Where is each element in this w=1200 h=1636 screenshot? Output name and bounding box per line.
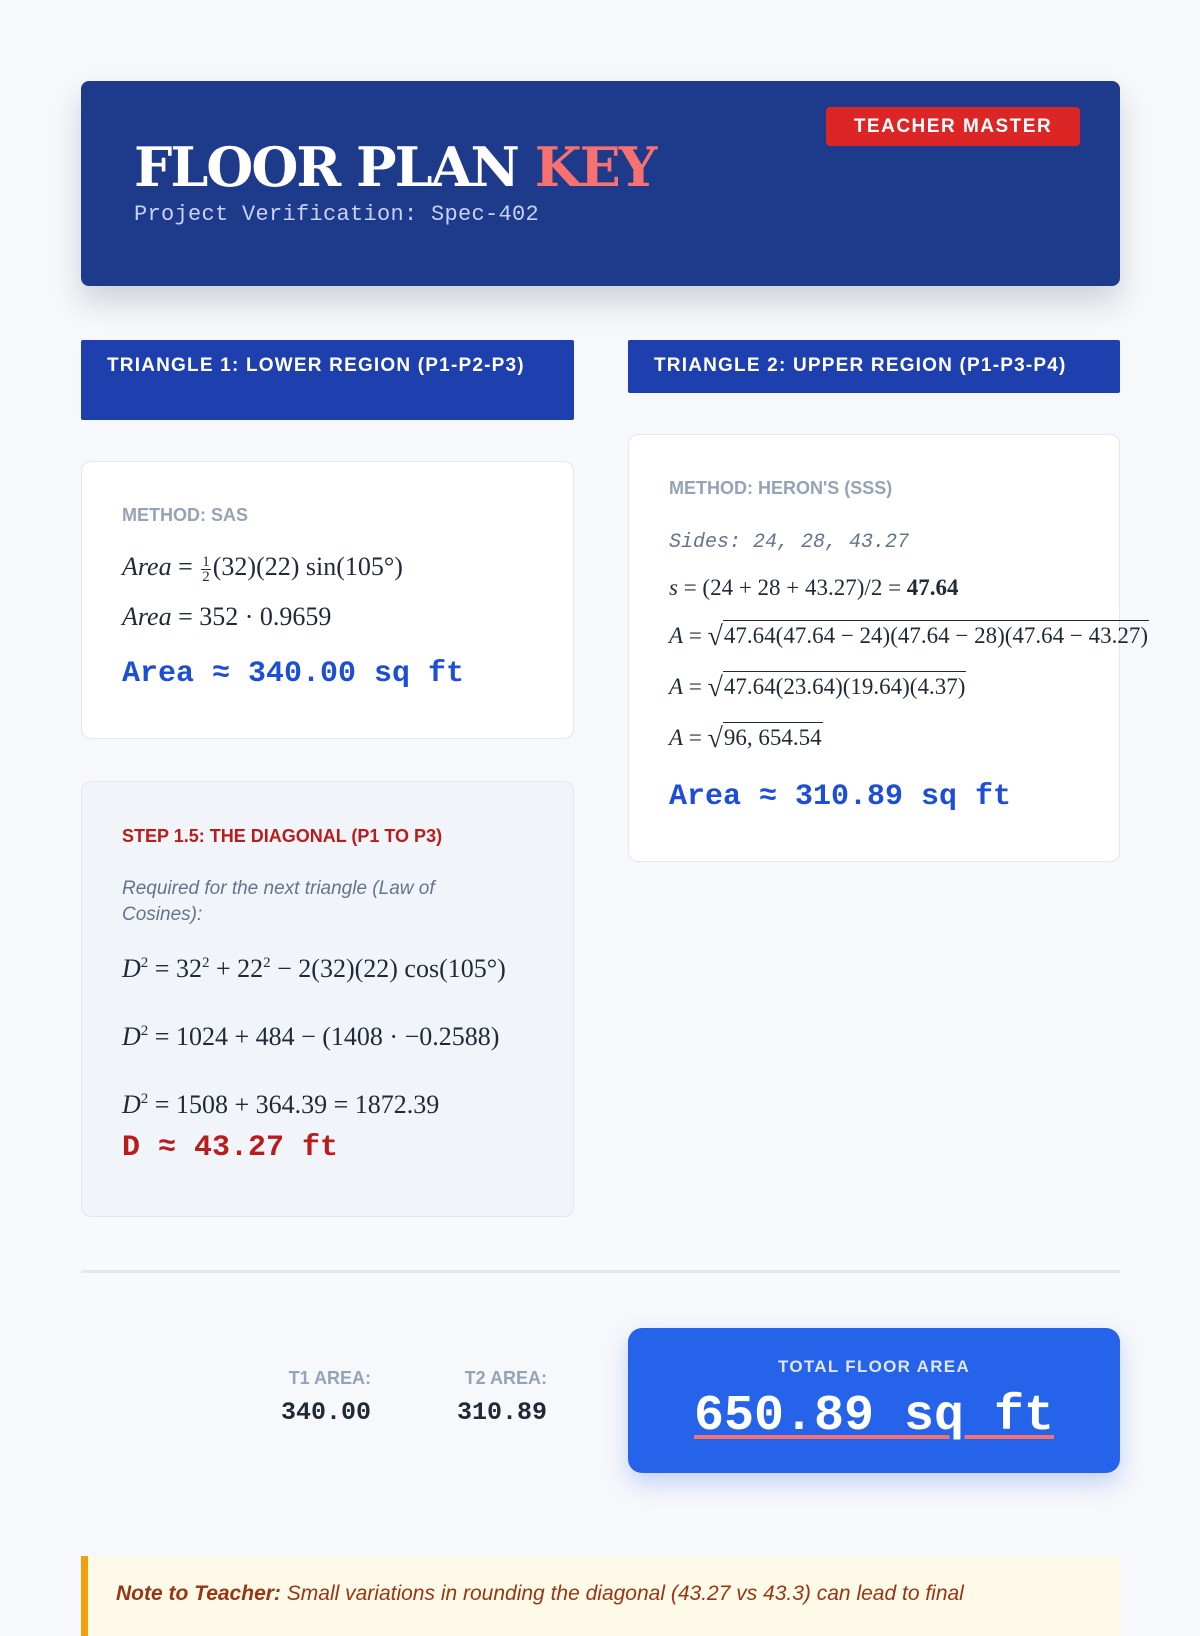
triangle1-formula-2: Area = 352 · 0.9659 [122, 602, 332, 631]
heron-formula-2: A = √47.64(23.64)(19.64)(4.37) [669, 672, 966, 703]
project-subtitle: Project Verification: Spec-402 [134, 202, 540, 227]
heron-semiperimeter: s = (24 + 28 + 43.27)/2 = 47.64 [669, 575, 959, 600]
teacher-master-badge: TEACHER MASTER [826, 107, 1080, 146]
triangle1-formula-1: Area = $\frac{1}{2}$ (32)(22) sin(105°) [122, 552, 403, 585]
triangle1-method: METHOD: SAS [122, 505, 248, 525]
total-area-label: TOTAL FLOOR AREA [777, 1357, 971, 1376]
diagonal-formula-3: $D^2 = 1508 + 364.39 = 1872.39$ [122, 1090, 440, 1119]
triangle2-card [628, 434, 1149, 862]
teacher-note-body: Small variations in rounding the diagonal (43.27 vs 43.3) can lead to final [286, 1582, 964, 1605]
triangle2-result: Area ≈ 310.89 sq ft [669, 780, 1012, 814]
page-title [134, 137, 655, 197]
teacher-note [81, 1556, 1120, 1636]
t1-area-value: 340.00 [280, 1398, 371, 1427]
header-banner [81, 81, 1120, 286]
teacher-note-label: Note to Teacher: [116, 1582, 281, 1605]
section-divider [81, 1270, 1120, 1273]
diagonal-formula-2: $D^2 = 1024 + 484 - (1408 \cdot -0.2588)$ [122, 1022, 500, 1051]
heron-formula-1: A = √47.64(47.64 − 24)(47.64 − 28)(47.64 − 43.27) [669, 621, 1149, 652]
triangle2-method: METHOD: HERON'S (SSS) [669, 478, 893, 498]
t2-area-value: 310.89 [456, 1398, 547, 1427]
title-accent: KEY [534, 135, 656, 199]
total-area-number: 650.89 sq ft [693, 1388, 1055, 1445]
heron-formula-3: A = √96, 654.54 [669, 723, 822, 754]
t1-area-label: T1 AREA: [288, 1368, 371, 1388]
triangle2-banner: TRIANGLE 2: UPPER REGION (P1-P3-P4) [628, 340, 1120, 393]
total-area-value [628, 1388, 1120, 1445]
diagonal-step-title: STEP 1.5: THE DIAGONAL (P1 TO P3) [122, 826, 443, 846]
diagonal-step-note: Required for the next triangle (Law of Cosines): [122, 878, 435, 925]
diagonal-formula-1: $D^2 = 32^2 + 22^2 - 2(32)(22)$ cos(105°) [122, 954, 506, 983]
t2-area-label: T2 AREA: [464, 1368, 547, 1388]
teacher-note-text [116, 1582, 964, 1606]
title-main: FLOOR PLAN [134, 135, 518, 199]
triangle1-banner: TRIANGLE 1: LOWER REGION (P1-P2-P3) [81, 340, 574, 420]
triangle2-sides: Sides: 24, 28, 43.27 [669, 531, 910, 554]
triangle1-card [81, 461, 574, 739]
triangle1-result: Area ≈ 340.00 sq ft [122, 657, 465, 691]
diagonal-result: D ≈ 43.27 ft [122, 1131, 339, 1165]
total-area-card [628, 1328, 1120, 1473]
diagonal-step-card [81, 781, 574, 1217]
